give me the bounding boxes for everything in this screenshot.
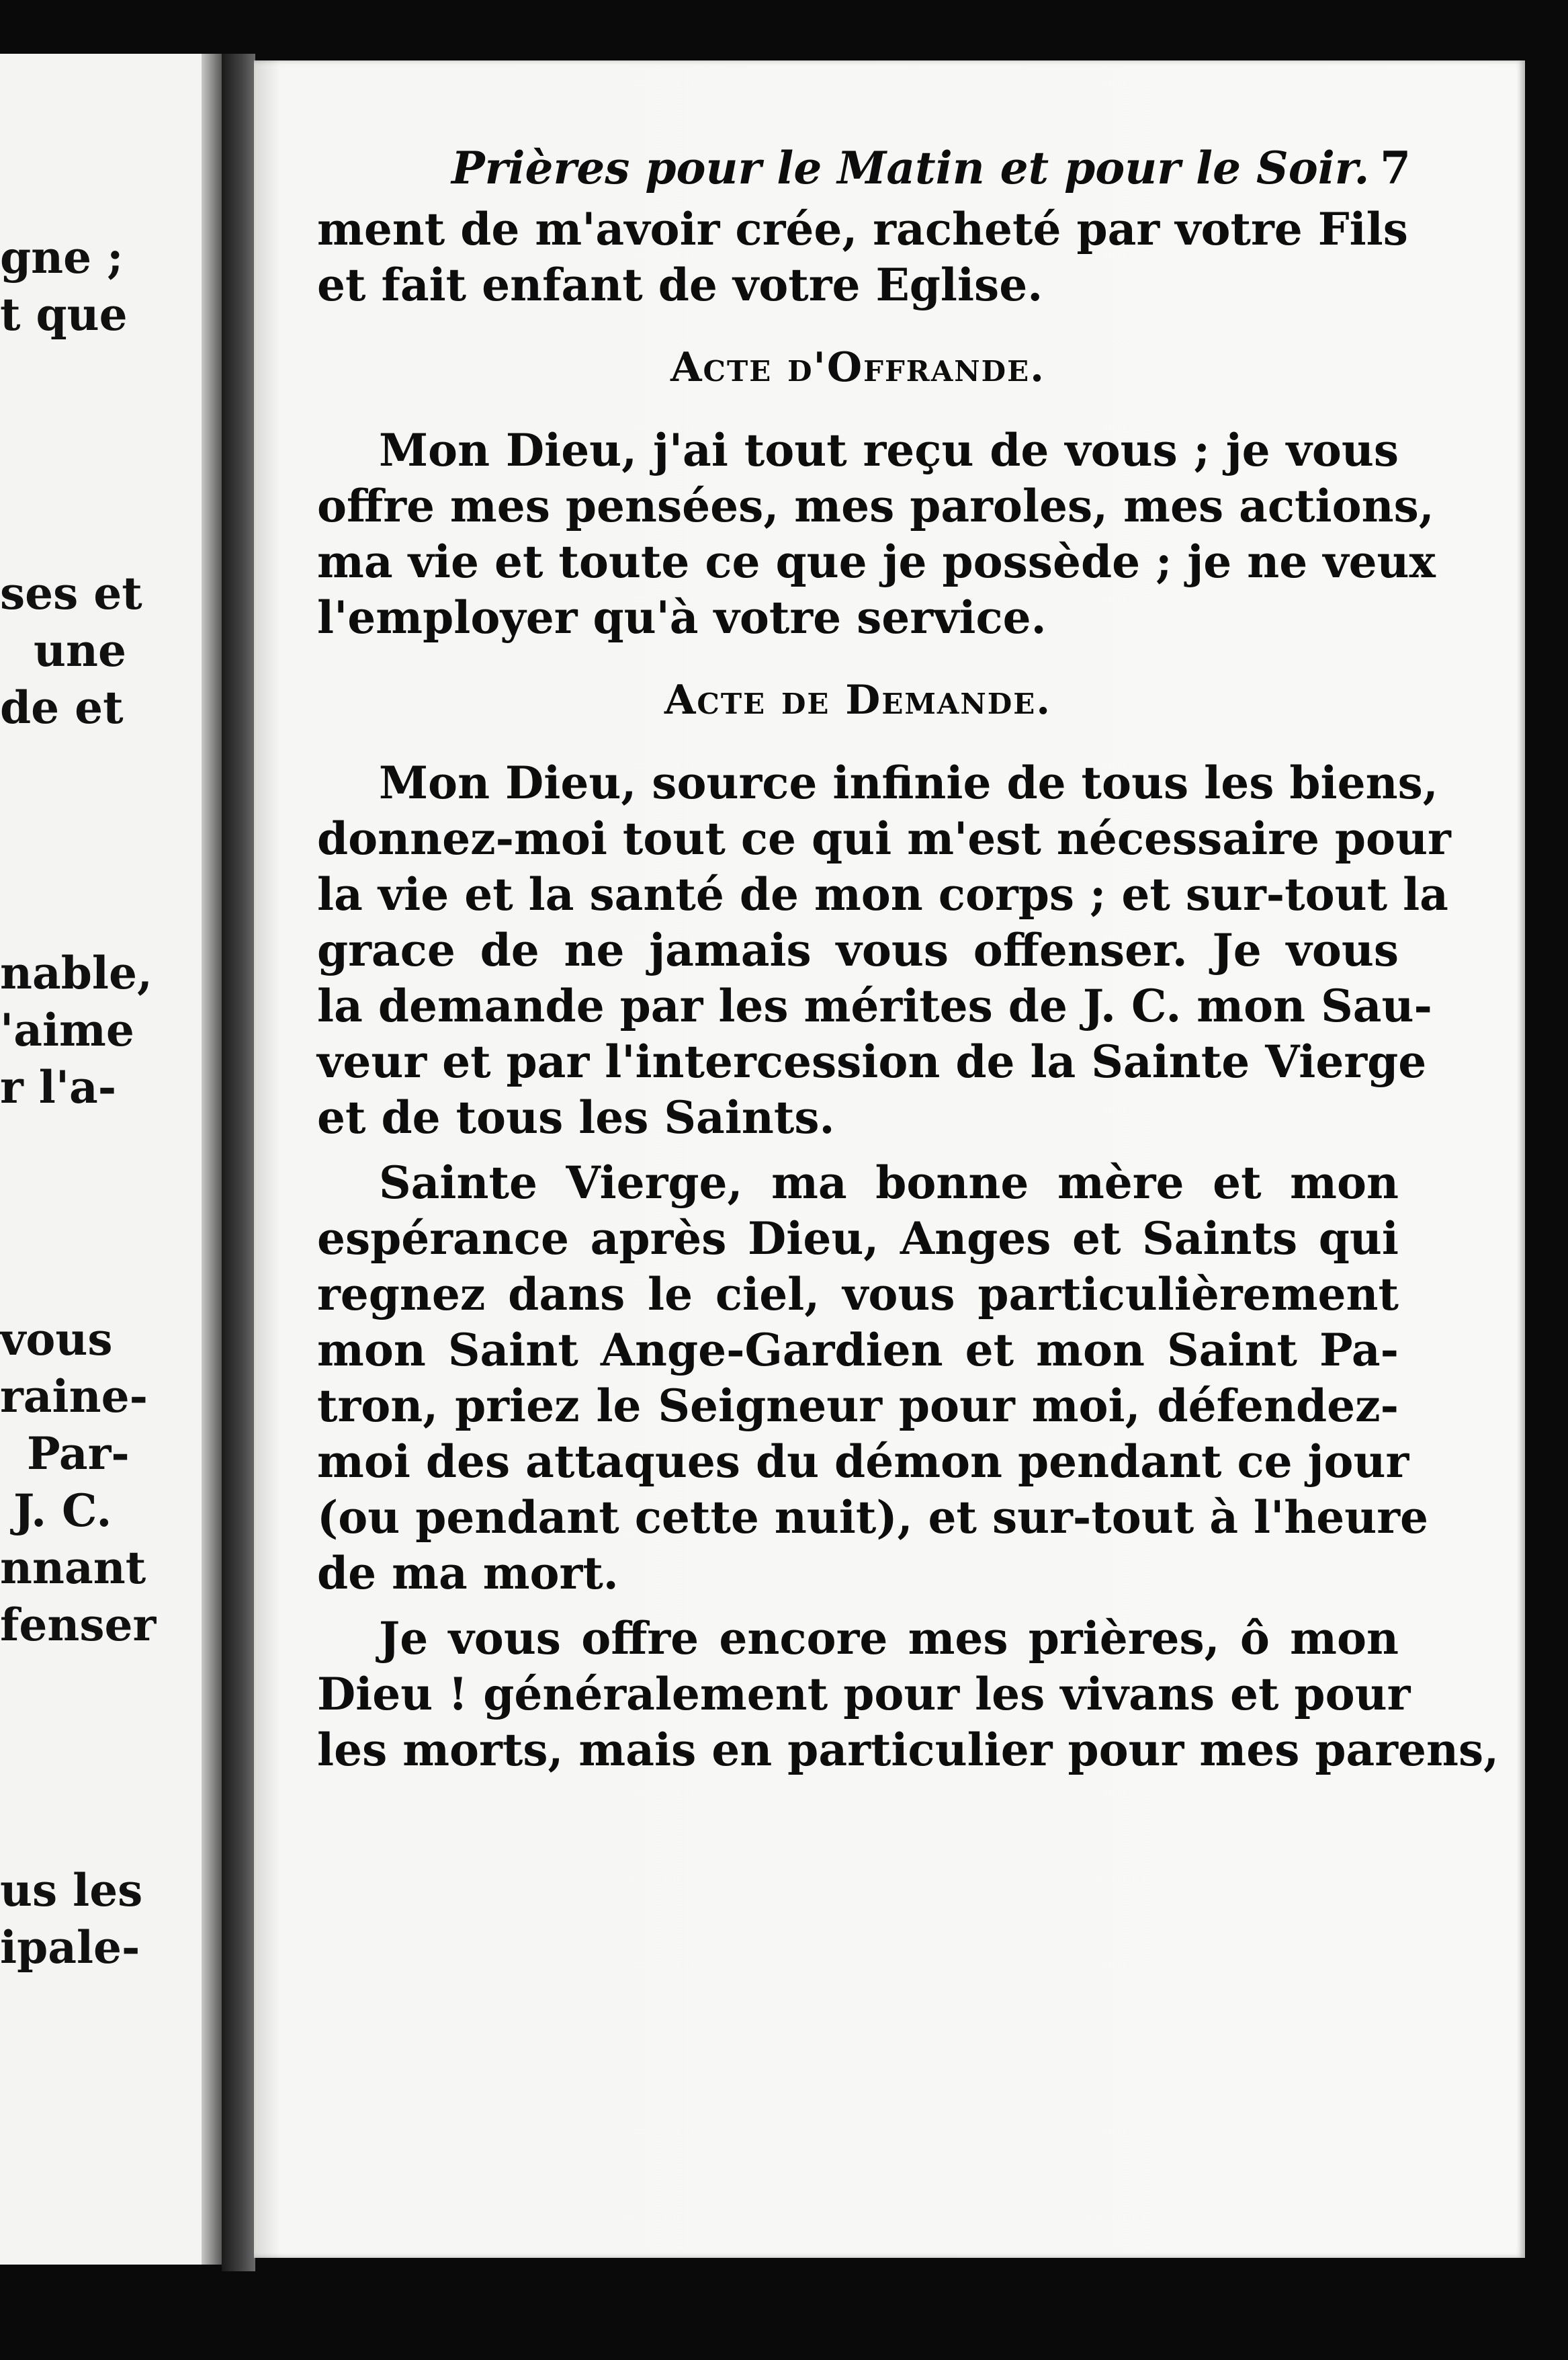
- text-line: la demande par les mérites de J. C. mon Sau-: [317, 980, 1432, 1032]
- text-line: veur et par l'intercession de la Sainte Vierge: [317, 1036, 1427, 1088]
- left-fragment: nnant: [0, 1542, 146, 1594]
- text-line: espérance après Dieu, Anges et Saints qui: [317, 1212, 1399, 1265]
- text-line: et fait enfant de votre Eglise.: [317, 259, 1043, 311]
- left-fragment: une: [34, 624, 126, 677]
- left-facing-page: [0, 54, 222, 2265]
- right-page: [254, 60, 1525, 2258]
- text-line: (ou pendant cette nuit), et sur-tout à l'heure: [317, 1491, 1428, 1544]
- left-fragment: ses et: [0, 567, 142, 620]
- text-line: donnez-moi tout ce qui m'est nécessaire pour: [317, 812, 1451, 865]
- left-fragment: J. C.: [13, 1484, 112, 1537]
- left-fragment: Par-: [27, 1427, 130, 1480]
- left-fragment: raine-: [0, 1370, 148, 1423]
- text-line: mon Saint Ange-Gardien et mon Saint Pa-: [317, 1324, 1399, 1376]
- left-page-gutter-shadow: [202, 54, 222, 2265]
- running-head-title: Prières pour le Matin et pour le Soir.: [451, 142, 1370, 194]
- book-spine-shadow: [222, 54, 255, 2271]
- text-line: la vie et la santé de mon corps ; et sur-tout la: [317, 868, 1448, 921]
- section-heading-offrande: Acte d'Offrande.: [670, 344, 1046, 391]
- section-heading-demande: Acte de Demande.: [664, 677, 1052, 724]
- left-fragment: t que: [0, 288, 128, 341]
- text-line: l'employer qu'à votre service.: [317, 591, 1047, 644]
- left-fragment: ipale-: [0, 1921, 140, 1974]
- left-fragment: vous: [0, 1313, 113, 1365]
- page-number: 7: [1380, 142, 1411, 194]
- text-line: tron, priez le Seigneur pour moi, défendez-: [317, 1380, 1399, 1432]
- text-line: et de tous les Saints.: [317, 1091, 835, 1144]
- text-line: ma vie et toute ce que je possède ; je ne veux: [317, 536, 1436, 588]
- text-line: regnez dans le ciel, vous particulièrement: [317, 1268, 1399, 1320]
- text-line: Mon Dieu, source infinie de tous les biens,: [379, 757, 1438, 809]
- text-line: Mon Dieu, j'ai tout reçu de vous ; je vous: [379, 424, 1399, 476]
- text-line: de ma mort.: [317, 1547, 619, 1599]
- left-fragment: fenser: [0, 1599, 157, 1651]
- text-line: offre mes pensées, mes paroles, mes actions,: [317, 480, 1434, 532]
- page-text: [317, 134, 1499, 1778]
- text-line: Je vous offre encore mes prières, ô mon: [379, 1612, 1399, 1664]
- left-fragment: 'aime: [0, 1004, 134, 1056]
- text-line: Dieu ! généralement pour les vivans et pour: [317, 1668, 1411, 1720]
- left-fragment: de et: [0, 681, 124, 734]
- text-line: ment de m'avoir crée, racheté par votre Fils: [317, 203, 1408, 255]
- text-line: Sainte Vierge, ma bonne mère et mon: [379, 1156, 1399, 1209]
- text-line: les morts, mais en particulier pour mes parens,: [317, 1724, 1499, 1776]
- left-fragment: gne ;: [0, 231, 124, 284]
- left-fragment: us les: [0, 1864, 143, 1916]
- running-head: [317, 134, 1411, 202]
- text-line: grace de ne jamais vous offenser. Je vous: [317, 924, 1399, 976]
- left-fragment: r l'a-: [0, 1061, 117, 1113]
- left-fragment: nable,: [0, 947, 153, 999]
- text-line: moi des attaques du démon pendant ce jour: [317, 1435, 1409, 1488]
